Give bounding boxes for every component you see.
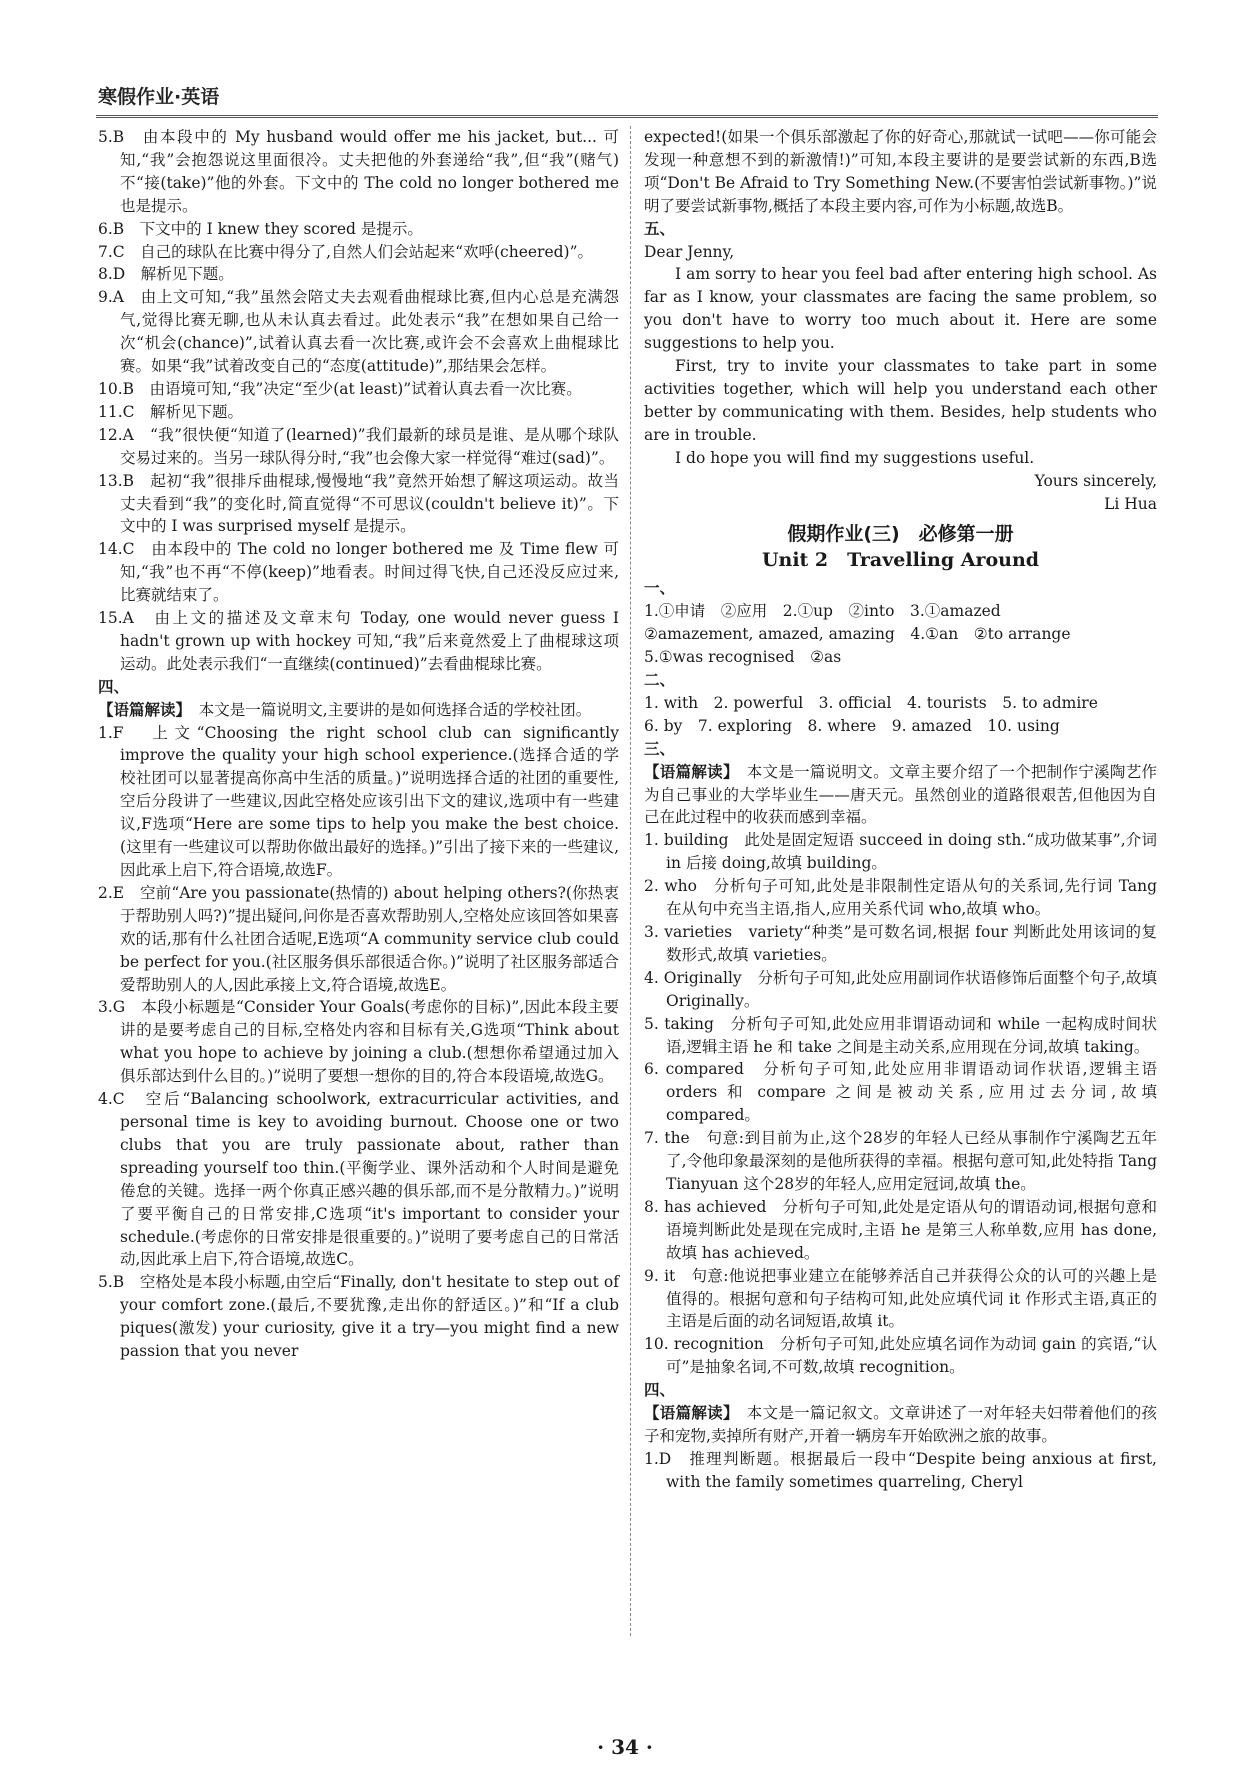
unit-heading: 假期作业(三) 必修第一册 [787,523,1014,546]
passage-summary [644,1402,1157,1448]
answer-item: 1.D 推理判断题。根据最后一段中“Despite being anxious at first, with the family sometimes quarreling, Cheryl [644,1449,1157,1491]
page-header [96,78,1158,118]
summary-tag: 【语篇解读】 [98,700,184,719]
summary-tag: 【语篇解读】 [644,762,731,781]
answer-item: 9. it 句意:他说把事业建立在能够养活自己并获得公众的认可的兴趣上是值得的。根据句意和句子结构可知,此处应填代词 it 作形式主语,真正的主语是后面的动名词短语,故填 it。 [644,1266,1157,1331]
header-title: 寒假作业·英语 [98,86,220,108]
answer-item: 4. Originally 分析句子可知,此处应用副词作状语修饰后面整个句子,故填 Originally。 [644,968,1157,1010]
answer-item: 2.E 空前“Are you passionate(热情的) about helping others?(你热衷于帮助别人吗?)”提出疑问,问你是否喜欢帮助别人,空格处应该回答如果喜欢的话,那有什么社团合适呢,E选项“A community service club could be perfect for you.(社区服务俱乐部很适合你。)”说明了社区服务部适合爱帮助别人的人,因此承接上文,符合语境,故选E。 [98,883,619,994]
summary-text: 本文是一篇记叙文。文章讲述了一对年轻夫妇带着他们的孩子和宠物,卖掉所有财产,开着一辆房车开始欧洲之旅的故事。 [644,1404,1157,1445]
text-line: 1. with 2. powerful 3. official 4. tourists 5. to admire [644,693,1098,712]
answer-item: 13.B 起初“我”很排斥曲棍球,慢慢地“我”竟然开始想了解这项运动。故当丈夫看到“我”的变化时,简直觉得“不可思议(couldn't believe it)”。下文中的 I was surprised myself 是提示。 [98,471,619,536]
answer-item: 11.C 解析见下题。 [98,402,244,421]
unit-subtitle: Unit 2 Travelling Around [761,549,1040,572]
section-heading: 一、 [644,579,676,598]
answer-item: 8.D 解析见下题。 [98,265,234,284]
answer-item: 15.A 由上文的描述及文章末句 Today, one would never guess I hadn't grown up with hockey 可知,“我”后来竟然爱上了曲棍球这项运动。此处表示我们“一直继续(continued)”去看曲棍球比赛。 [98,609,619,673]
section-heading: 五、 [644,219,676,238]
answer-item: 9.A 由上文可知,“我”虽然会陪丈夫去观看曲棍球比赛,但内心总是充满怨气,觉得比赛无聊,也从未认真去看过。此处表示“我”在想如果自己给一次“机会(chance)”,试着认真去看一次比赛,或许会不会喜欢上曲棍球比赛。如果“我”试着改变自己的“态度(attitude)”,那结果会怎样。 [98,288,619,376]
passage-summary [98,699,619,722]
answer-item: 1. building 此处是固定短语 succeed in doing sth.“成功做某事”,介词 in 后接 doing,故填 building。 [644,831,1157,873]
letter-signoff: Yours sincerely, [1034,471,1157,490]
answer-item: 8. has achieved 分析句子可知,此处是定语从句的谓语动词,根据句意和语境判断此处是现在完成时,主语 he 是第三人称单数,应用 has done,故填 has achieved。 [644,1197,1157,1262]
passage-summary [644,761,1157,830]
page-number: · 34 · [597,1735,653,1759]
section-heading: 二、 [644,671,676,690]
left-column [98,126,619,1363]
answer-item: 1.F 上文“Choosing the right school club can significantly improve the quality your high school experience.(选择合适的学校社团可以显著提高你高中生活的质量。)”说明选择合适的社团的重要性,空后分段讲了一些建议,因此空格处应该引出下文的建议,选项中有一些建议,F选项“Here are some tips to help you make the best choice.(这里有一些建议可以帮助你做出最好的选择。)”引出了接下来的一些建议,因此承上启下,符合语境,故选F。 [98,723,619,879]
text-line: 1.①申请 ②应用 2.①up ②into 3.①amazed [644,602,1001,621]
answer-item: 5.B 由本段中的 My husband would offer me his jacket, but... 可知,“我”会抱怨说这里面很冷。丈夫把他的外套递给“我”,但“我”(赌气)不“接(take)”他的外套。下文中的 The cold no longer bothered me 也是提示。 [98,128,619,215]
letter-paragraph: I am sorry to hear you feel bad after entering high school. As far as I know, your classmates are facing the same problem, so you don't have to worry too much about it. Here are some suggestions to help you. [644,265,1157,353]
answer-item: 5.B 空格处是本段小标题,由空后“Finally, don't hesitate to step out of your comfort zone.(最后,不要犹豫,走出你的舒适区。)”和“If a club piques(激发) your curiosity, give it a try—you might find a new passion that you never [98,1273,619,1361]
answer-item: 6. compared 分析句子可知,此处应用非谓语动词作状语,逻辑主语 orders 和 compare 之间是被动关系,应用过去分词,故填 compared。 [644,1060,1157,1125]
section-heading: 四、 [644,1381,676,1400]
summary-tag: 【语篇解读】 [644,1404,731,1423]
answer-item: 10. recognition 分析句子可知,此处应填名词作为动词 gain 的宾语,“认可”是抽象名词,不可数,故填 recognition。 [644,1335,1157,1377]
letter-paragraph: I do hope you will find my suggestions useful. [675,448,1035,467]
answer-item: 10.B 由语境可知,“我”决定“至少(at least)”试着认真去看一次比赛。 [98,379,582,398]
right-column [644,126,1157,1494]
answer-item: 2. who 分析句子可知,此处是非限制性定语从句的关系词,先行词 Tang 在从句中充当主语,指人,应用关系代词 who,故填 who。 [644,877,1157,919]
summary-text: 本文是一篇说明文,主要讲的是如何选择合适的学校社团。 [183,700,592,719]
answer-item: 12.A “我”很快便“知道了(learned)”我们最新的球员是谁、是从哪个球队交易过来的。当另一球队得分时,“我”也会像大家一样觉得“难过(sad)”。 [98,425,619,467]
text-line: Dear Jenny, [644,242,735,261]
column-divider [630,126,631,1636]
answer-item: 3. varieties variety“种类”是可数名词,根据 four 判断此处用该词的复数形式,故填 varieties。 [644,923,1157,964]
text-line: ②amazement, amazed, amazing 4.①an ②to arrange [644,625,1071,644]
text-line: expected!(如果一个俱乐部激起了你的好奇心,那就试一试吧——你可能会发现一种意想不到的新激情!)”可知,本段主要讲的是要尝试新的东西,B选项“Don't Be Afraid to Try Something New.(不要害怕尝试新事物。)”说明了要尝试新事物,概括了本段主要内容,可作为小标题,故选B。 [644,128,1157,215]
section-heading: 四、 [98,677,130,696]
answer-item: 7.C 自己的球队在比赛中得分了,自然人们会站起来“欢呼(cheered)”。 [98,242,594,261]
answer-item: 6.B 下文中的 I knew they scored 是提示。 [98,219,423,238]
section-heading: 三、 [644,739,676,758]
answer-item: 14.C 由本段中的 The cold no longer bothered me 及 Time flew 可知,“我”也不再“不停(keep)”地看表。时间过得飞快,自己还没反应过来,比赛就结束了。 [98,540,619,605]
letter-signoff: Li Hua [1104,494,1157,513]
answer-item: 4.C 空后“Balancing schoolwork, extracurricular activities, and personal time is key to avoiding burnout. Choose one or two clubs that you are truly passionate about, rather than spreading yourself too thin.(平衡学业、课外活动和个人时间是避免倦怠的关键。选择一两个你真正感兴趣的俱乐部,而不是分散精力。)”说明了要平衡自己的日常安排,C选项“it's important to consider your schedule.(考虑你的日常安排是很重要的。)”说明了要考虑自己的日常活动,因此承上启下,符合语境,故选C。 [98,1090,619,1269]
summary-text: 本文是一篇说明文。文章主要介绍了一个把制作宁溪陶艺作为自己事业的大学毕业生——唐天元。虽然创业的道路很艰苦,但他因为自己在此过程中的收获而感到幸福。 [644,762,1157,827]
answer-item: 7. the 句意:到目前为止,这个28岁的年轻人已经从事制作宁溪陶艺五年了,令他印象最深刻的是他所获得的幸福。根据句意可知,此处特指 Tang Tianyuan 这个28岁的年轻人,应用定冠词,故填 the。 [644,1129,1157,1193]
answer-item: 3.G 本段小标题是“Consider Your Goals(考虑你的目标)”,因此本段主要讲的是要考虑自己的目标,空格处内容和目标有关,G选项“Think about what you hope to achieve by joining a club.(想想你希望通过加入俱乐部达到什么目的。)”说明了要想一想你的目的,符合本段语境,故选G。 [98,998,619,1086]
text-line: 5.①was recognised ②as [644,648,842,667]
letter-paragraph: First, try to invite your classmates to take part in some activities together, which will help you understand each other better by communicating with them. Besides, help students who are in trouble. [644,357,1157,444]
text-line: 6. by 7. exploring 8. where 9. amazed 10. using [644,716,1060,735]
answer-item: 5. taking 分析句子可知,此处应用非谓语动词和 while 一起构成时间状语,逻辑主语 he 和 take 之间是主动关系,应用现在分词,故填 taking。 [644,1014,1157,1056]
